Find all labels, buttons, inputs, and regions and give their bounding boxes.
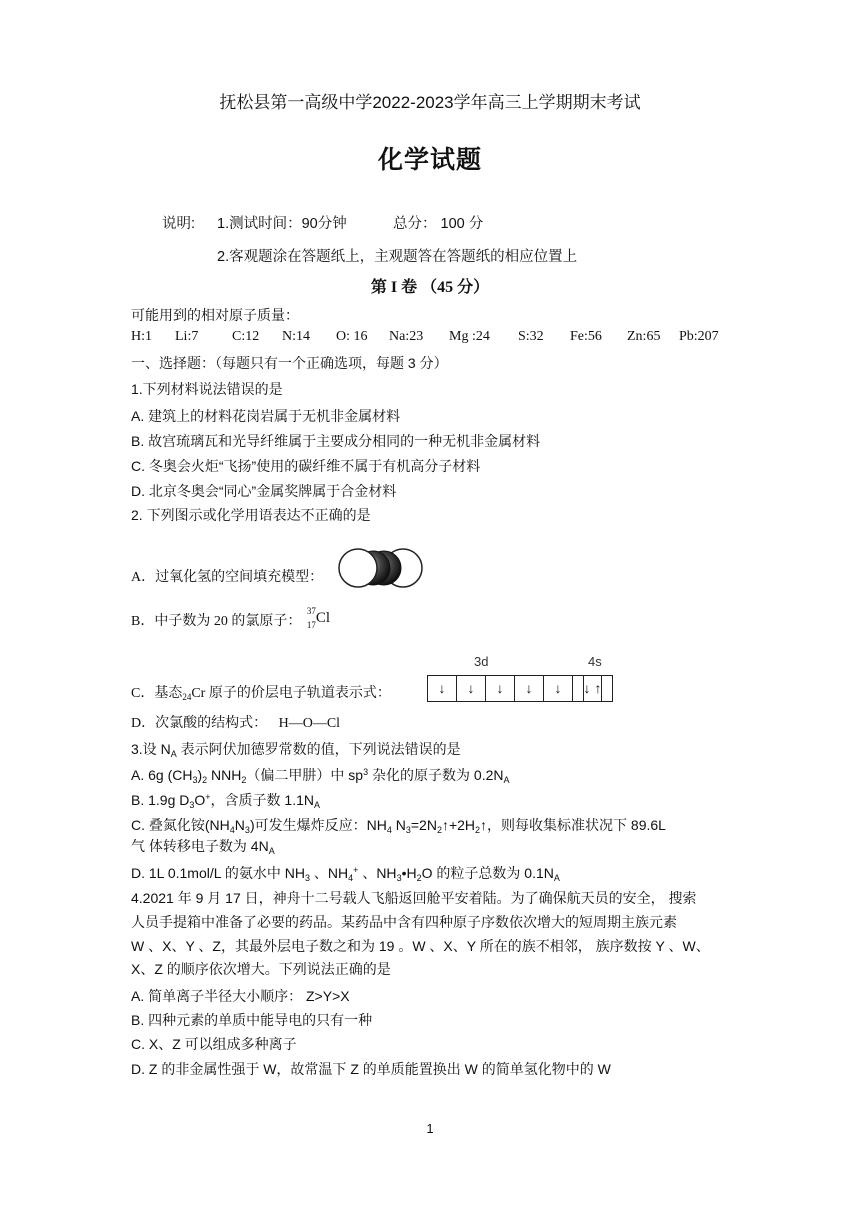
chlorine-isotope-notation (305, 605, 333, 632)
q1-stem: 1.下列材料说法错误的是 (131, 381, 283, 397)
mass-item: O: 16 (336, 329, 368, 344)
q2-option-a: A．过氧化氢的空间填充模型： (131, 570, 324, 585)
page-number: 1 (426, 1121, 434, 1136)
q4-option-b: B. 四种元素的单质中能导电的只有一种 (131, 1012, 373, 1028)
element-symbol: Cl (315, 609, 331, 626)
q3-option-c-line2: 气 体转移电子数为 $4N_A$ (131, 838, 275, 856)
atomic-number: 17 (306, 619, 316, 630)
mass-item: Mg :24 (449, 329, 490, 344)
q1-option-d: D. 北京冬奥会“同心”金属奖牌属于合金材料 (131, 483, 397, 499)
mass-item: Pb:207 (679, 329, 719, 344)
orbital-cell: ↓ (486, 676, 515, 701)
mass-item: N:14 (282, 329, 310, 344)
avogadro-subscript: A (170, 749, 177, 759)
q1-option-a: A. 建筑上的材料花岗岩属于无机非金属材料 (131, 408, 401, 424)
orbital-cell: ↑ (594, 680, 602, 696)
q4-stem-line2: 人员手提箱中准备了必要的药品。某药品中含有四种原子序数依次增大的短周期主族元素 (131, 914, 677, 930)
orbital-cell: ↓ (583, 680, 591, 696)
mass-item: Zn:65 (627, 329, 661, 344)
notes-item-answer: 2.客观题涂在答题纸上，主观题答在答题纸的相应位置上 (217, 249, 578, 265)
q4-stem-line4: X、Z 的顺序依次增大。下列说法正确的是 (131, 961, 391, 977)
q4-option-c: C. X、Z 可以组成多种离子 (131, 1036, 297, 1052)
q3-option-d: D. 1L 0.1mol/L 的氨水中 $NH_3$ 、$NH_4^+$ 、$NH_3•H_2O$ 的粒子总数为 $0.1N_A$ (131, 865, 560, 883)
q4-option-a: A. 简单离子半径大小顺序： Z>Y>X (131, 988, 350, 1004)
q3-option-a: A. 6g $(CH_3)_2$ $NNH_2$（偏二甲肼）中 $sp^3$ 杂化的原子数为 $0.2N_A$ (131, 767, 510, 785)
q2-stem: 2. 下列图示或化学用语表达不正确的是 (131, 507, 371, 523)
q2-option-c-prefix: C．基态 (131, 686, 183, 701)
q2-option-b-text: B．中子数为 20 的氯原子： (131, 614, 302, 629)
q2-option-b (131, 605, 333, 632)
orbital-cell: ↓ (457, 676, 486, 701)
hypochlorous-structure: H—O—Cl (278, 716, 341, 731)
hydrogen-atom-left (339, 549, 377, 587)
q1-option-b: B. 故宫琉璃瓦和光导纤维属于主要成分相同的一种无机非金属材料 (131, 433, 541, 449)
mass-item: S:32 (518, 329, 544, 344)
q3-stem-prefix: 3.设 N (131, 741, 171, 757)
q4-option-d: D. Z 的非金属性强于 W，故常温下 Z 的单质能置换出 W 的简单氢化物中的 W (131, 1061, 611, 1077)
q3-option-b: B. 1.9g $D_3O^+$，含质子数 $1.1N_A$ (131, 792, 321, 810)
q2-option-c (131, 682, 391, 702)
orbital-3d-label: 3d (474, 654, 489, 669)
part1-heading: 一、选择题：（每题只有一个正确选项，每题 3 分） (131, 355, 448, 371)
q2-option-c-text: Cr 原子的价层电子轨道表示式： (191, 686, 391, 701)
mass-item: Li:7 (175, 329, 199, 344)
orbital-cell: ↓ (515, 676, 544, 701)
q3-stem (131, 739, 461, 759)
section-title: 第 I 卷 （45 分） (370, 279, 490, 296)
orbital-cell: ↓ (544, 676, 573, 701)
q2-option-d (131, 712, 340, 732)
h2o2-space-filling-model (337, 546, 425, 590)
orbital-4s-box (583, 675, 613, 702)
q3-option-c-line1: C. 叠氮化铵$(NH_4N_3)$可发生爆炸反应：$NH_4$ $N_3=2N_2↑+2H_2↑$，则每收集标准状况下 89.6L (131, 817, 666, 835)
subject-title: 化学试题 (377, 146, 482, 174)
exam-title: 抚松县第一高级中学2022-2023学年高三上学期期末考试 (219, 93, 641, 112)
orbital-cell: ↓ (428, 676, 457, 701)
orbital-4s-label: 4s (588, 654, 602, 669)
chromium-atomic-number: 24 (182, 692, 192, 702)
q2-option-d-text: D．次氯酸的结构式： (131, 716, 268, 731)
notes-label: 说明: (162, 216, 196, 232)
notes-item-time: 1.测试时间：90分钟 (217, 216, 347, 232)
q4-stem-line3: W 、X、Y 、Z，其最外层电子数之和为 19 。W 、X、Y 所在的族不相邻， 族序数按 Y 、W、 (131, 938, 710, 954)
orbital-3d-boxes (427, 675, 602, 702)
notes-total: 总分： 100 分 (393, 216, 484, 232)
atomic-masses (131, 329, 731, 347)
q3-stem-text: 表示阿伏加德罗常数的值，下列说法错误的是 (176, 741, 461, 757)
mass-item: C:12 (232, 329, 260, 344)
mass-item: Fe:56 (570, 329, 602, 344)
mass-item: H:1 (131, 329, 152, 344)
q1-option-c: C. 冬奥会火炬“飞扬”使用的碳纤维不属于有机高分子材料 (131, 458, 481, 474)
mass-number: 37 (306, 605, 316, 616)
mass-item: Na:23 (389, 329, 424, 344)
q4-stem-line1: 4.2021 年 9 月 17 日，神舟十二号载人飞船返回舱平安着陆。为了确保航天员的安全， 搜索 (131, 890, 697, 906)
masses-intro: 可能用到的相对原子质量： (131, 307, 299, 323)
